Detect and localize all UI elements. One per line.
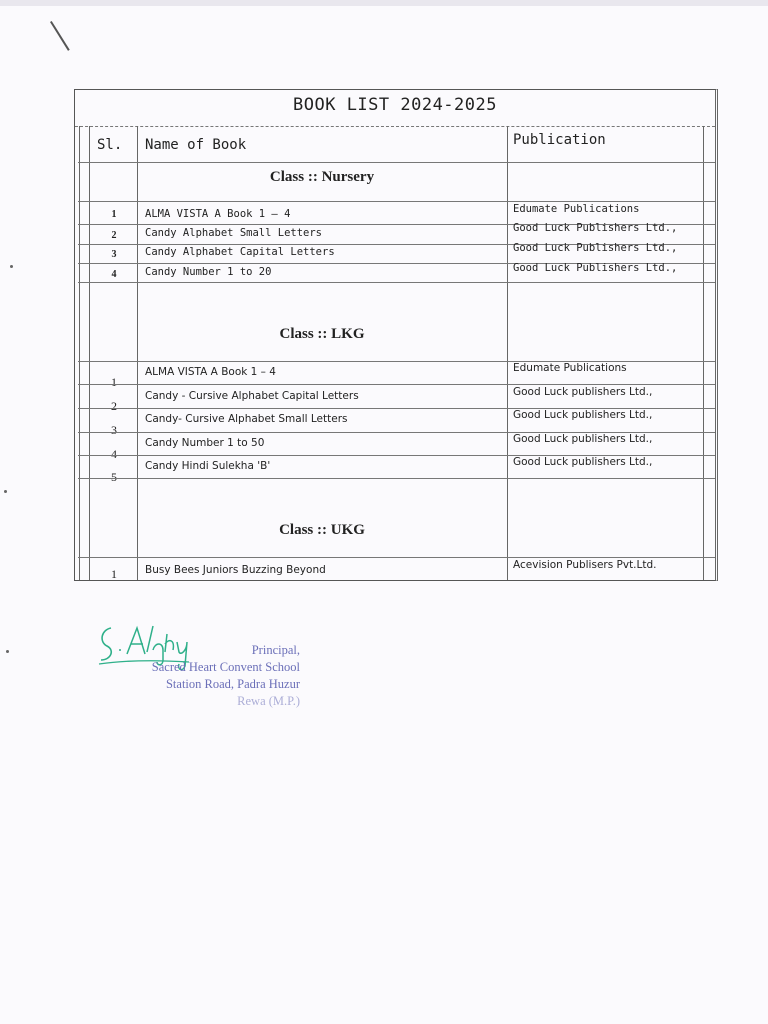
- row-sl: 4: [111, 269, 117, 280]
- row-divider: [78, 201, 715, 202]
- row-sl: 3: [111, 249, 117, 260]
- row-sl: 2: [111, 399, 117, 413]
- publication-name: Good Luck Publishers Ltd.,: [513, 222, 678, 234]
- column-divider: [507, 126, 508, 580]
- class-heading-ukg: Class :: UKG: [279, 522, 365, 538]
- row-divider: [78, 557, 715, 558]
- book-name: Candy Hindi Sulekha 'B': [145, 460, 271, 472]
- page-title: BOOK LIST 2024-2025: [293, 95, 497, 115]
- publication-name: Good Luck publishers Ltd.,: [513, 433, 653, 445]
- scan-edge: [0, 0, 768, 6]
- stamp-line-principal: Principal,: [251, 643, 300, 657]
- row-sl: 1: [111, 375, 117, 389]
- book-name: Candy Number 1 to 50: [145, 437, 265, 449]
- row-divider: [78, 478, 715, 479]
- book-name: ALMA VISTA A Book 1 – 4: [145, 366, 276, 378]
- publication-name: Good Luck publishers Ltd.,: [513, 386, 653, 398]
- scan-speck: [10, 265, 13, 268]
- pen-mark: [50, 21, 70, 51]
- header-publication: Publication: [513, 132, 606, 148]
- row-sl: 2: [111, 230, 117, 241]
- book-name: ALMA VISTA A Book 1 – 4: [145, 208, 291, 220]
- header-name-of-book: Name of Book: [145, 137, 247, 153]
- publication-name: Good Luck publishers Ltd.,: [513, 409, 653, 421]
- publication-name: Edumate Publications: [513, 362, 627, 374]
- publication-name: Good Luck Publishers Ltd.,: [513, 242, 678, 254]
- row-sl: 1: [111, 209, 117, 220]
- principal-stamp: [110, 642, 300, 710]
- row-sl: 3: [111, 423, 117, 437]
- scan-speck: [6, 650, 9, 653]
- row-divider: [78, 384, 715, 385]
- row-divider: [78, 282, 715, 283]
- publication-name: Edumate Publications: [513, 203, 640, 215]
- book-name: Candy - Cursive Alphabet Capital Letters: [145, 390, 359, 402]
- scan-speck: [4, 490, 7, 493]
- book-name: Candy Alphabet Capital Letters: [145, 246, 335, 258]
- book-name: Candy- Cursive Alphabet Small Letters: [145, 413, 348, 425]
- row-sl: 4: [111, 447, 117, 461]
- class-heading-nursery: Class :: Nursery: [269, 169, 375, 185]
- stamp-line-city: Rewa (M.P.): [237, 694, 300, 708]
- book-name: Candy Number 1 to 20: [145, 266, 272, 278]
- publication-name: Good Luck Publishers Ltd.,: [513, 262, 678, 274]
- stamp-line-school: Sacred Heart Convent School: [151, 660, 300, 674]
- column-divider: [79, 126, 80, 580]
- header-sl: Sl.: [97, 137, 123, 153]
- book-list-table: [74, 89, 718, 581]
- row-sl: 5: [111, 470, 117, 484]
- stamp-line-address: Station Road, Padra Huzur: [165, 677, 300, 691]
- column-divider: [703, 126, 704, 580]
- title-row: [75, 90, 715, 127]
- publication-name: Acevision Publisers Pvt.Ltd.: [513, 559, 657, 571]
- row-divider: [78, 162, 715, 163]
- column-divider: [137, 126, 138, 580]
- column-divider: [89, 126, 90, 580]
- book-name: Candy Alphabet Small Letters: [145, 227, 323, 239]
- publication-name: Good Luck publishers Ltd.,: [513, 456, 653, 468]
- book-name: Busy Bees Juniors Buzzing Beyond: [145, 564, 326, 576]
- row-sl: 1: [111, 567, 117, 581]
- class-heading-lkg: Class :: LKG: [279, 326, 365, 342]
